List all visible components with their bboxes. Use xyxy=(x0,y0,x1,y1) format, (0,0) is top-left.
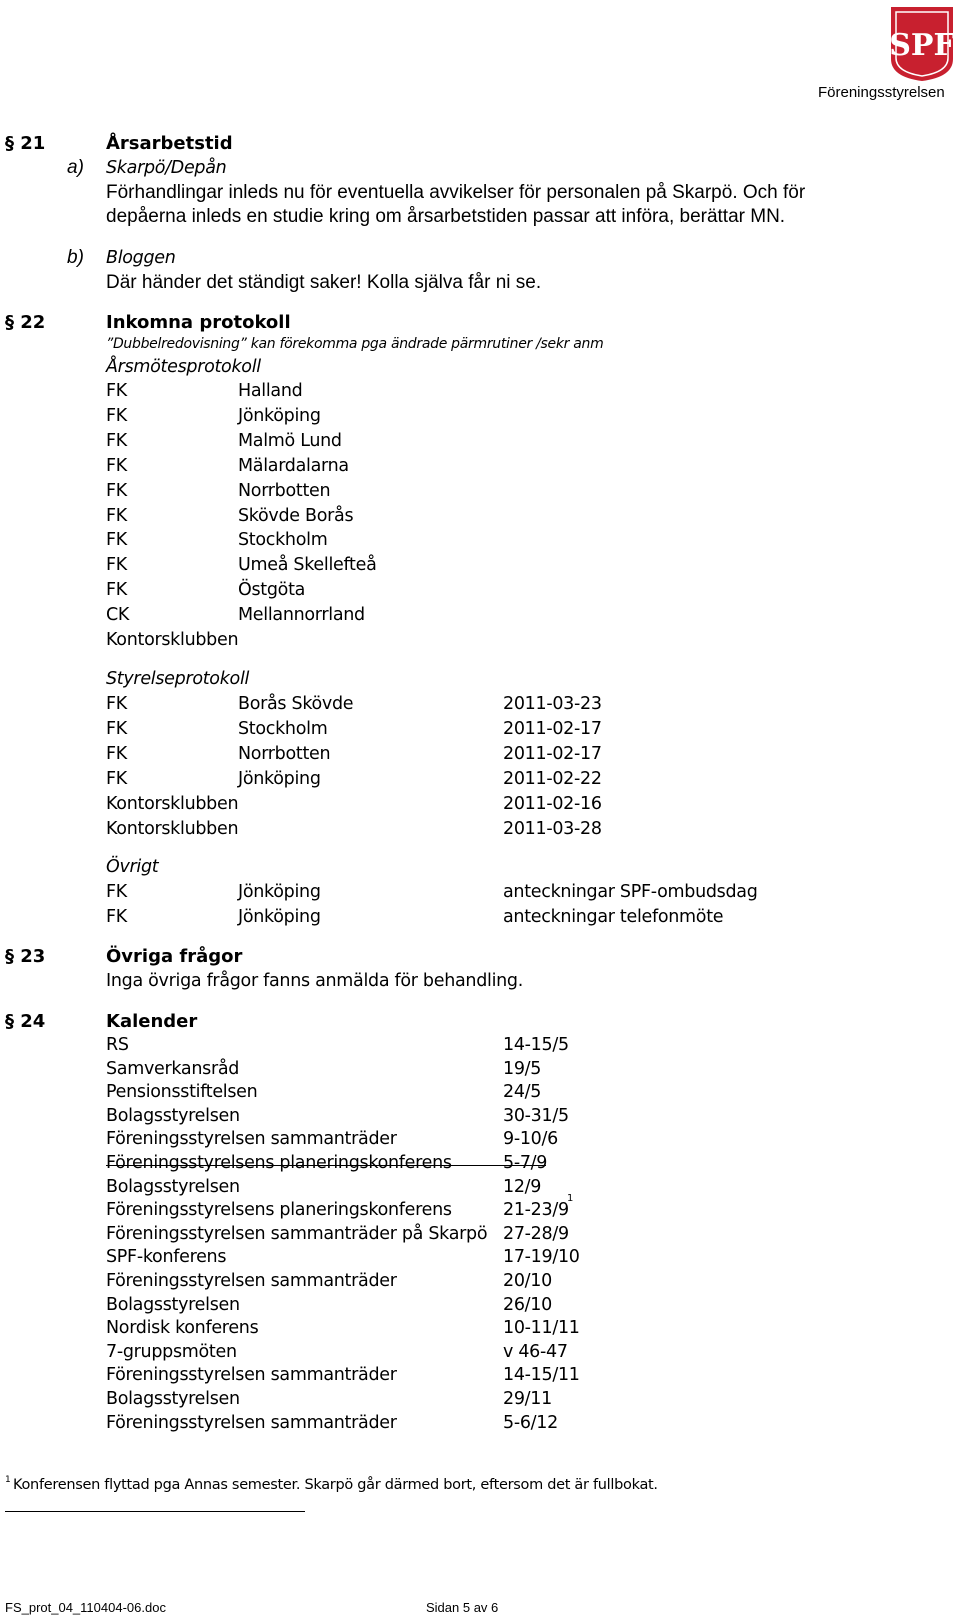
styrelse-org-name: Borås Skövde xyxy=(238,694,354,714)
calendar-event: Pensionsstiftelsen xyxy=(106,1082,258,1103)
calendar-event: Föreningsstyrelsens planeringskonferens xyxy=(106,1153,452,1173)
calendar-event: Föreningsstyrelsen sammanträder xyxy=(106,1129,397,1150)
styrelse-org-type: FK xyxy=(106,743,127,764)
calendar-event: Föreningsstyrelsens planeringskonferens xyxy=(106,1200,452,1221)
arsmote-org-name: Halland xyxy=(238,381,303,401)
ovrigt-heading: Övrigt xyxy=(106,857,159,877)
arsmote-org-type: FK xyxy=(106,580,127,601)
styrelse-date: 2011-02-22 xyxy=(503,768,602,789)
footnote-text: Konferensen flyttad pga Annas semester. Skarpö går därmed bort, eftersom det är fullbokat. xyxy=(13,1477,658,1493)
footnote-mark: 1 xyxy=(5,1475,11,1485)
styrelse-date: 2011-02-17 xyxy=(503,718,602,739)
calendar-date: 26/10 xyxy=(503,1294,552,1315)
calendar-date: v 46-47 xyxy=(503,1341,568,1362)
calendar-date: 19/5 xyxy=(503,1058,542,1079)
arsmote-org-type: FK xyxy=(106,505,127,526)
section-21-number: § 21 xyxy=(5,133,46,154)
calendar-date: 21-23/9 xyxy=(503,1200,569,1221)
section-22-number: § 22 xyxy=(5,312,46,333)
arsmote-org-type: FK xyxy=(106,480,127,501)
item-b-title: Bloggen xyxy=(106,248,176,268)
styrelse-org-type: Kontorsklubben xyxy=(106,793,239,814)
arsmote-org-name: Umeå Skellefteå xyxy=(238,555,377,576)
calendar-event: Bolagsstyrelsen xyxy=(106,1294,240,1315)
styrelse-org-type: FK xyxy=(106,718,127,739)
arsmote-org-name: Norrbotten xyxy=(238,480,331,501)
arsmote-heading: Årsmötesprotokoll xyxy=(106,357,261,377)
ovrigt-org-name: Jönköping xyxy=(238,906,321,927)
calendar-date: 29/11 xyxy=(503,1389,552,1409)
footnote-separator xyxy=(5,1511,305,1512)
ovrigt-org-type: FK xyxy=(106,906,127,927)
calendar-event: 7-gruppsmöten xyxy=(106,1341,237,1362)
calendar-date: 5-7/9 xyxy=(503,1153,548,1173)
section-24-number: § 24 xyxy=(5,1011,46,1032)
arsmote-org-type: Kontorsklubben xyxy=(106,630,239,650)
arsmote-org-name: Stockholm xyxy=(238,530,328,551)
calendar-event: Föreningsstyrelsen sammanträder på Skarpö xyxy=(106,1223,488,1244)
arsmote-org-type: FK xyxy=(106,530,127,551)
arsmote-org-type: FK xyxy=(106,381,127,401)
section-21-title: Årsarbetstid xyxy=(106,133,233,154)
section-22-title: Inkomna protokoll xyxy=(106,312,291,333)
calendar-event: Samverkansråd xyxy=(106,1058,240,1079)
arsmote-org-type: FK xyxy=(106,405,127,426)
section-23-text: Inga övriga frågor fanns anmälda för behandling. xyxy=(106,971,524,991)
calendar-date: 30-31/5 xyxy=(503,1105,569,1126)
arsmote-org-type: FK xyxy=(106,455,127,476)
arsmote-org-type: CK xyxy=(106,605,130,626)
styrelse-date: 2011-03-23 xyxy=(503,694,602,714)
calendar-date: 17-19/10 xyxy=(503,1247,580,1268)
item-b-label: b) xyxy=(67,247,84,268)
calendar-event: Föreningsstyrelsen sammanträder xyxy=(106,1365,397,1386)
styrelse-date: 2011-02-17 xyxy=(503,743,602,764)
calendar-date: 14-15/5 xyxy=(503,1035,569,1055)
arsmote-org-type: FK xyxy=(106,555,127,576)
styrelse-org-type: Kontorsklubben xyxy=(106,818,239,839)
footer-filename: FS_prot_04_110404-06.doc xyxy=(5,1600,166,1615)
arsmote-org-type: FK xyxy=(106,430,127,451)
calendar-event: Bolagsstyrelsen xyxy=(106,1105,240,1126)
ovrigt-description: anteckningar SPF-ombudsdag xyxy=(503,882,758,902)
arsmote-org-name: Skövde Borås xyxy=(238,505,354,526)
calendar-date: 5-6/12 xyxy=(503,1412,558,1433)
ovrigt-org-name: Jönköping xyxy=(238,882,321,902)
calendar-event: RS xyxy=(106,1035,129,1055)
arsmote-org-name: Mellannorrland xyxy=(238,605,365,626)
styrelse-org-name: Stockholm xyxy=(238,718,328,739)
arsmote-org-name: Malmö Lund xyxy=(238,430,342,451)
section-24-title: Kalender xyxy=(106,1011,198,1032)
section-23-title: Övriga frågor xyxy=(106,946,243,967)
footer-page-number: Sidan 5 av 6 xyxy=(426,1600,499,1615)
header-section-name: Föreningsstyrelsen xyxy=(818,84,945,101)
section-23-number: § 23 xyxy=(5,946,46,967)
calendar-event: Bolagsstyrelsen xyxy=(106,1389,240,1409)
calendar-event: Bolagsstyrelsen xyxy=(106,1176,240,1197)
calendar-date: 9-10/6 xyxy=(503,1129,558,1150)
spf-logo xyxy=(887,3,957,83)
arsmote-org-name: Jönköping xyxy=(238,405,321,426)
item-a-label: a) xyxy=(67,157,84,178)
ovrigt-org-type: FK xyxy=(106,882,127,902)
styrelse-org-type: FK xyxy=(106,694,127,714)
spf-logo-text: SPF xyxy=(889,28,955,63)
calendar-event: Föreningsstyrelsen sammanträder xyxy=(106,1412,397,1433)
calendar-date: 14-15/11 xyxy=(503,1365,580,1386)
calendar-date: 27-28/9 xyxy=(503,1223,569,1244)
calendar-event: Föreningsstyrelsen sammanträder xyxy=(106,1271,397,1291)
ovrigt-description: anteckningar telefonmöte xyxy=(503,906,724,927)
calendar-date: 12/9 xyxy=(503,1176,542,1197)
arsmote-org-name: Östgöta xyxy=(238,580,306,601)
styrelse-org-name: Jönköping xyxy=(238,768,321,789)
calendar-date: 24/5 xyxy=(503,1082,542,1103)
styrelse-org-type: FK xyxy=(106,768,127,789)
calendar-event: SPF-konferens xyxy=(106,1247,227,1268)
item-b-text-line1: Där händer det ständigt saker! Kolla själva får ni se. xyxy=(106,272,542,293)
item-a-text-line2: depåerna inleds en studie kring om årsarbetstiden passar att införa, berättar MN. xyxy=(106,206,786,227)
styrelse-heading: Styrelseprotokoll xyxy=(106,669,250,689)
section-22-note: ”Dubbelredovisning” kan förekomma pga ändrade pärmrutiner /sekr anm xyxy=(106,336,604,352)
calendar-date: 20/10 xyxy=(503,1271,552,1291)
item-a-text-line1: Förhandlingar inleds nu för eventuella avvikelser för personalen på Skarpö. Och för xyxy=(106,182,806,203)
styrelse-org-name: Norrbotten xyxy=(238,743,331,764)
styrelse-date: 2011-03-28 xyxy=(503,818,602,839)
calendar-date: 10-11/11 xyxy=(503,1318,580,1339)
footnote-reference: 1 xyxy=(567,1193,574,1205)
item-a-title: Skarpö/Depån xyxy=(106,158,227,178)
calendar-event: Nordisk konferens xyxy=(106,1318,259,1339)
arsmote-org-name: Mälardalarna xyxy=(238,455,349,476)
styrelse-date: 2011-02-16 xyxy=(503,793,602,814)
